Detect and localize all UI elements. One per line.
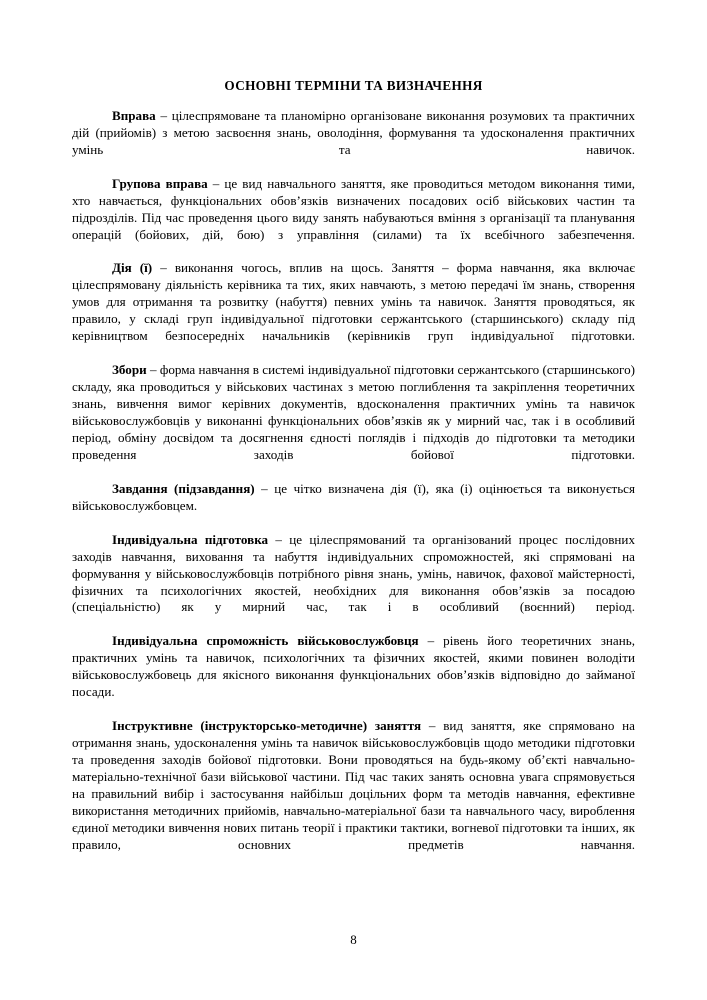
term-label: Індивідуальна підготовка bbox=[112, 531, 269, 547]
term-definition: – це вид навчального заняття, яке проводиться методом виконання тими, хто навчається, функціональних обов’язків визначених посадових осіб військових частин та підрозділів. Під час проведення цього виду занять набуваються вміння з організації та планування операцій (бойових, дій, бою) з управління (силами) та їх всебічного забезпечення. bbox=[72, 175, 635, 242]
term-definition: – форма навчання в системі індивідуальної підготовки сержантського (старшинського) складу, яка проводиться у військових частинах з метою поглиблення та закріплення теоретичних знань, вивчення вимог керівних документів, вдосконалення практичних умінь та навичок військовослужбовців у виконанні функціональних обов’язків як у мирний час, так і в особливий період, обміну досвідом та досягнення єдності поглядів і підходів до підготовки та методики проведення заходів бойової підготовки. bbox=[72, 362, 635, 462]
document-body bbox=[72, 108, 635, 871]
paragraph-zavdannya bbox=[72, 481, 635, 532]
paragraph-grupova-vprava bbox=[72, 176, 635, 261]
paragraph-instruktyvne-zanyattya bbox=[72, 718, 635, 871]
term-label: Вправа bbox=[112, 107, 156, 123]
page-title: ОСНОВНІ ТЕРМІНИ ТА ВИЗНАЧЕННЯ bbox=[224, 78, 483, 93]
term-label: Дія (ї) bbox=[112, 260, 153, 276]
term-label: Групова вправа bbox=[112, 175, 208, 191]
term-definition: – вид заняття, яке спрямовано на отримання знань, удосконалення умінь та навичок військовослужбовців щодо методики підготовки та проведення заходів бойової підготовки. Вони проводяться на будь-якому об’єкті навчально-матеріально-технічної бази військової частини. Під час таких занять основна увага спрямовується на правильний вибір і застосування найбільш доцільних форм та методів навчання, ефективне використання методичних прийомів, навчально-матеріальної бази та навчального часу, вироблення єдиної методики вивчення нових питань теорії і практики тактики, вогневої підготовки та інших, як правило, основних предметів навчання. bbox=[72, 718, 635, 852]
paragraph-indyvidualna-pidgotovka bbox=[72, 532, 635, 634]
term-definition: – рівень його теоретичних знань, практичних умінь та навичок, психологічних та фізичних якостей, якими повинен володіти військовослужбовець для якісного виконання функціональних обов’язків відповідно до займаної посади. bbox=[72, 633, 635, 700]
term-definition: – цілеспрямоване та планомірно організоване виконання розумових та практичних дій (прийомів) з метою засвоєння знань, оволодіння, формування та удосконалення практичних умінь та навичок. bbox=[72, 107, 635, 157]
paragraph-vprava bbox=[72, 108, 635, 176]
term-label: Збори bbox=[112, 362, 147, 378]
term-definition: – виконання чогось, вплив на щось. Заняття – форма навчання, яка включає цілеспрямовану діяльність керівника та тих, яких навчають, з метою передачі їм знань, створення умов для отримання та розвитку (набуття) певних умінь та навичок. Заняття проводяться, як правило, у складі груп індивідуальної підготовки сержантського (старшинського) складу під керівництвом безпосередніх начальників (керівників груп індивідуальної підготовки. bbox=[72, 260, 635, 344]
paragraph-zbory bbox=[72, 362, 635, 481]
term-definition: – це цілеспрямований та організований процес послідовних заходів навчання, виховання та набуття індивідуальних спроможностей, які спрямовані на формування у військовослужбовців потрібного рівня знань, умінь, навичок, фахової майстерності, фізичних та психологічних якостей, необхідних для виконання обов’язків за посадою (спеціальністю) як у мирний час, так і в особливий (воєнний) період. bbox=[72, 531, 635, 615]
paragraph-indyvidualna-spromozhnist bbox=[72, 633, 635, 718]
term-label: Завдання (підзавдання) bbox=[112, 480, 255, 496]
term-label: Інструктивне (інструкторсько-методичне) заняття bbox=[112, 718, 422, 734]
page-number: 8 bbox=[350, 932, 357, 947]
term-label: Індивідуальна спроможність військовослужбовця bbox=[112, 633, 419, 649]
paragraph-diya bbox=[72, 260, 635, 362]
term-definition: – це чітко визначена дія (ї), яка (і) оцінюється та виконується військовослужбовцем. bbox=[72, 480, 636, 513]
